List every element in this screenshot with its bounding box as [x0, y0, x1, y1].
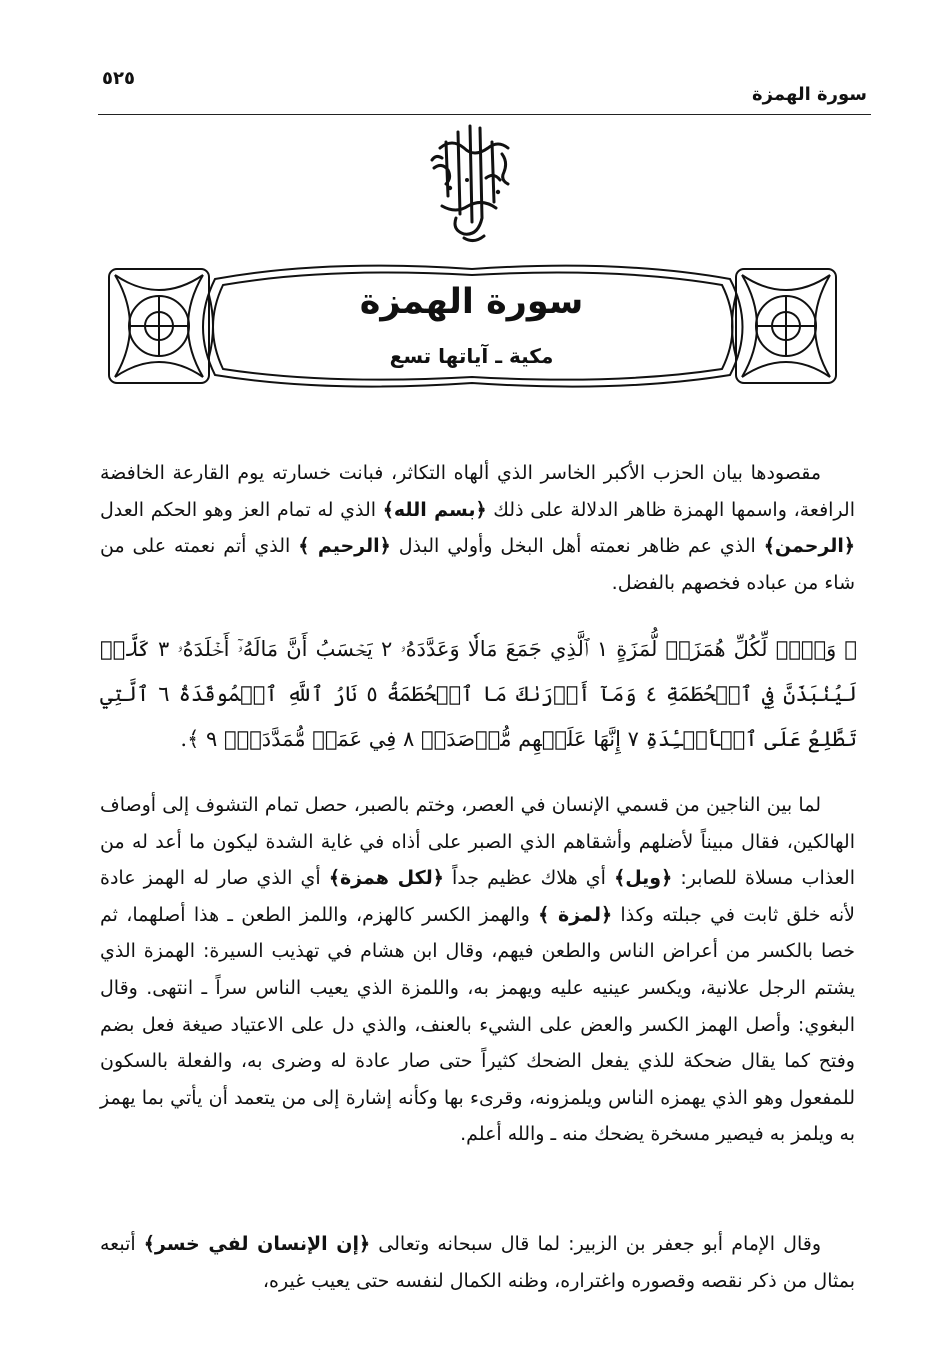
commentary-text-2: أي هلاك عظيم جداً [443, 867, 615, 890]
final-text-2: أتبعه بمثال من ذكر نقصه وقصوره واغتراره، وظنه الكمال لنفسه حتى يعيب غيره، [100, 1233, 855, 1292]
sura-info: مكية ـ آياتها تسع [389, 344, 554, 368]
final-paragraph [100, 1226, 855, 1299]
final-quote: ﴿إن الإنسان لفي خسر﴾ [143, 1233, 371, 1255]
commentary-text-4: والهمز الكسر كالهزم، واللمز الطعن ـ هذا أصلهما، ثم خصا بالكسر من أعراض الناس والطعن فيهم، وقال ابن هشام في تهذيب السيرة: الهمزة الذي يشتم الرجل علانية، ويكسر عينيه عليه ويهمز به، واللمزة الذي يعيب الناس سراً ـ انتهى. وقال البغوي: وأصل الهمز الكسر والعض على الشيء بالعنف، والذي دل على الاعتياد صيغة فعل بضم وفتح كما يقال ضحكة للذي يفعل الضحك كثيراً حتى صار عادة له وضرى به، والفعلة بالسكون للمفعول وهو الذي يهمزه الناس ويلمزونه، وقرىء بها وكأنه إشارة إلى من يتعمد أن يأتي بما يهمز به ويلمز به فيصير مسخرة يضحك منه ـ والله أعلم. [100, 903, 855, 1146]
sura-title: سورة الهمزة [359, 282, 584, 322]
commentary-paragraph [100, 787, 855, 1153]
commentary-text-3: أي الذي صار له الهمز عادة لأنه خلق ثابت في جبلته وكذا [100, 867, 856, 926]
quran-verses: ﴿ وَيۡلٞ لِّكُلِّ هُمَزَةٖ لُّمَزَةٍ ١ ٱلَّذِي جَمَعَ مَالٗا وَعَدَّدَهُۥ ٢ يَحۡسَبُ أَنَّ مَالَهُۥٓ أَخۡلَدَهُۥ ٣ كَلَّاۖ لَيُنۢبَذَنَّ فِي ٱلۡحُطَمَةِ ٤ وَمَآ أَدۡرَىٰكَ مَا ٱلۡحُطَمَةُ ٥ نَارُ ٱللَّهِ ٱلۡمُوقَدَةُ ٦ ٱلَّتِي تَطَّلِعُ عَلَى ٱلۡأَفۡـِٔدَةِ ٧ إِنَّهَا عَلَيۡهِم مُّؤۡصَدَةٞ ٨ فِي عَمَدٖ مُّمَدَّدَةِۭ ٩ ﴾. [100, 637, 858, 751]
commentary-lumaza-ref: ﴿لمزة ﴾ [538, 903, 613, 926]
intro-text-2: الذي له تمام العز وهو الحكم العدل [100, 498, 383, 521]
intro-text-4: الذي أتم نعمته على من شاء من عباده فخصهم بالفضل. [100, 535, 855, 594]
commentary-humaza-ref: ﴿لكل همزة﴾ [328, 867, 444, 890]
title-frame [95, 255, 850, 398]
basmala-calligraphy [412, 118, 532, 246]
commentary-wayl-ref: ﴿ويل﴾ [614, 867, 673, 890]
intro-rahman-ref: ﴿الرحمن﴾ [763, 535, 855, 558]
intro-paragraph [100, 455, 855, 601]
final-text-1: وقال الإمام أبو جعفر بن الزبير: لما قال سبحانه وتعالى [370, 1233, 821, 1255]
page-header [98, 62, 871, 115]
intro-rahim-ref: ﴿الرحيم ﴾ [298, 535, 391, 558]
intro-text-3: الذي عم ظاهر نعمته أهل البخل وأولي البذل [390, 535, 764, 558]
intro-text-1: مقصودها بيان الحزب الأكبر الخاسر الذي ألهاه التكاثر، فبانت خسارته يوم القارعة الخافضة الرافعة، واسمها الهمزة ظاهر الدلالة على ذلك [100, 462, 855, 521]
header-sura-name: سورة الهمزة [752, 84, 867, 105]
page-number: ٥٢٥ [102, 68, 135, 89]
intro-basmala-ref: ﴿بسم الله﴾ [382, 498, 487, 521]
commentary-text-1: لما بين الناجين من قسمي الإنسان في العصر، وختم بالصبر، حصل تمام التشوف إلى أوصاف الهالكين، فقال مبيناً لأضلهم وأشقاهم الذي الصبر على أذاه في غاية الشدة ليكون ما أعد له من العذاب مسلاة للصابر: [100, 794, 855, 890]
